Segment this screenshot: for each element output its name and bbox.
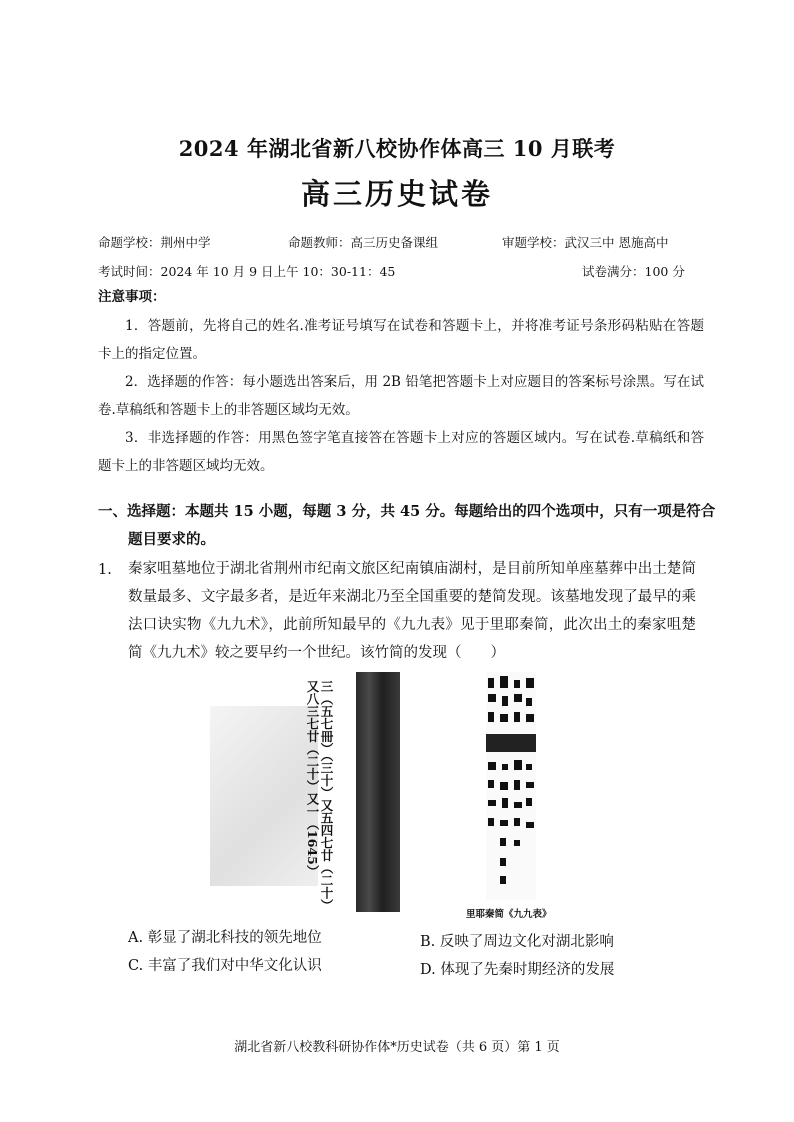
meta-school: 命题学校：荆州中学 [98, 235, 211, 250]
paper-title: 高三历史试卷 [300, 177, 493, 211]
faded-background [210, 706, 318, 886]
liye-slips-image [480, 672, 550, 900]
page-footer: 湖北省新八校教科研协作体*历史试卷（共 6 页）第 1 页 [234, 1040, 560, 1055]
section-heading-line2: 题目要求的。 [128, 531, 215, 548]
section-heading-line1: 一、选择题：本题共 15 小题，每题 3 分，共 45 分。每题给出的四个选项中，只有一项是符合 [98, 503, 716, 520]
slip-text-column-1: 三（五七冊）（三十）又五四七廿（二十） [319, 680, 334, 912]
meta-teacher: 命题教师：高三历史备课组 [288, 235, 439, 250]
meta-score: 试卷满分：100 分 [582, 264, 685, 279]
liye-qin-slips-figure [480, 672, 550, 900]
option-d[interactable]: D. 体现了先秦时期经济的发展 [420, 962, 615, 978]
option-b[interactable]: B. 反映了周边文化对湖北影响 [420, 934, 614, 950]
question-number: 1. [98, 562, 112, 578]
notice-heading: 注意事项： [98, 289, 166, 305]
liye-caption: 里耶秦简《九九表》 [466, 909, 552, 920]
bamboo-slip-figure [210, 672, 360, 918]
notice-item-2: 2．选择题的作答：每小题选出答案后，用 2B 铅笔把答题卡上对应题目的答案标号涂黑。写在试卷.草稿纸和答题卡上的非答题区域均无效。 [98, 374, 704, 418]
notice-item-3: 3．非选择题的作答：用黑色签字笔直接答在答题卡上对应的答题区域内。写在试卷.草稿纸和答题卡上的非答题区域均无效。 [98, 430, 704, 474]
option-a[interactable]: A. 彰显了湖北科技的领先地位 [128, 930, 322, 946]
meta-time: 考试时间：2024 年 10 月 9 日上午 10：30-11：45 [98, 264, 396, 279]
question-text: 秦家咀墓地位于湖北省荆州市纪南文旅区纪南镇庙湖村，是目前所知单座墓葬中出土楚简数量最多、文字最多者，是近年来湖北乃至全国重要的楚简发现。该墓地发现了最早的乘法口诀实物《九九术》，此前所知最早的《九九表》见于里耶秦简，此次出土的秦家咀楚简《九九术》较之要早约一个世纪。该竹简的发现（ ） [128, 561, 696, 661]
notice-item-1: 1．答题前，先将自己的姓名.准考证号填写在试卷和答题卡上，并将准考证号条形码粘贴在答题卡上的指定位置。 [98, 318, 704, 362]
slip-text-column-2: 又八三七廿（二十）又一（1645） [305, 680, 320, 878]
bamboo-slip-image [356, 672, 400, 912]
meta-reviewer: 审题学校：武汉三中 恩施高中 [502, 235, 669, 250]
exam-title: 2024 年湖北省新八校协作体高三 10 月联考 [178, 136, 616, 161]
option-c[interactable]: C. 丰富了我们对中华文化认识 [128, 958, 322, 974]
